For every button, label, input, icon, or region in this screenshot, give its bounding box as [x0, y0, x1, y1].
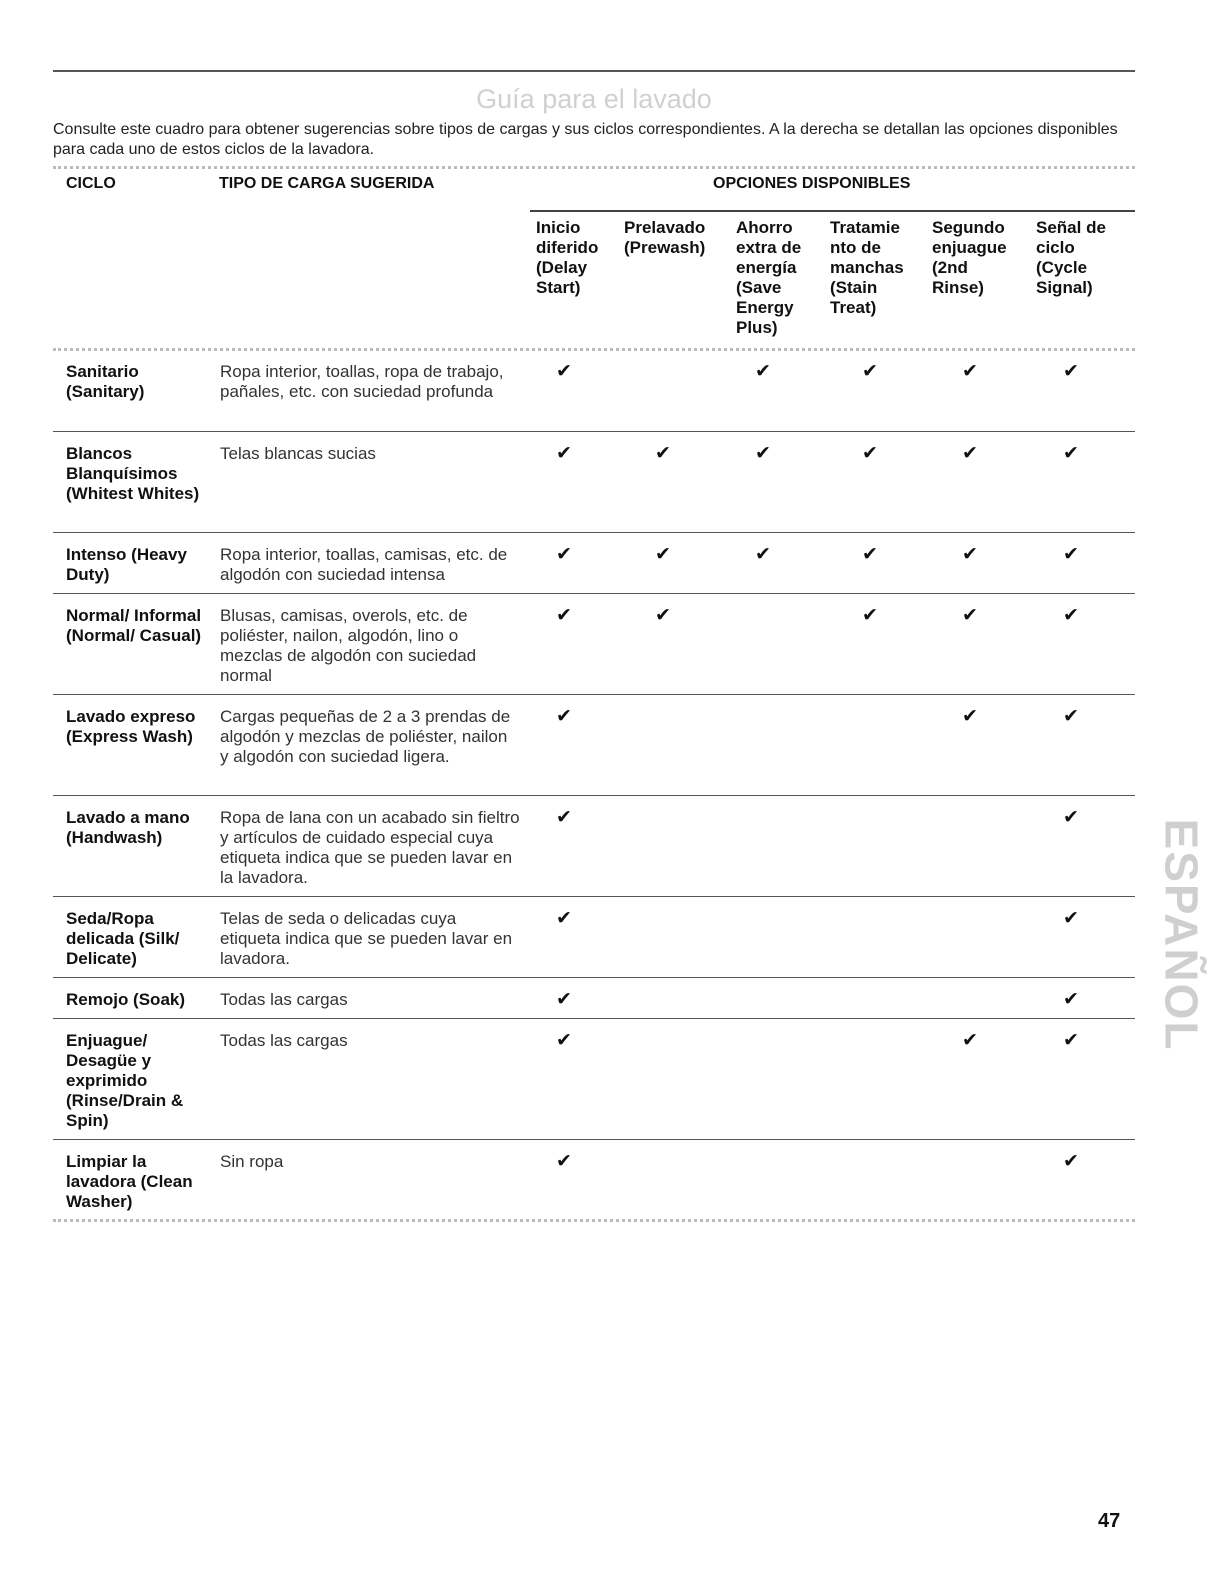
check-icon: ✔ [1063, 361, 1079, 382]
check-icon: ✔ [1063, 989, 1079, 1010]
check-icon: ✔ [655, 443, 671, 464]
check-icon: ✔ [556, 443, 572, 464]
check-icon: ✔ [962, 1030, 978, 1051]
suggested-load: Telas blancas sucias [220, 444, 376, 463]
option-header-save-energy-plus: Ahorro extra de energía (Save Energy Plus) [736, 218, 802, 337]
top-rule [53, 70, 1135, 72]
check-icon: ✔ [1063, 908, 1079, 929]
check-icon: ✔ [962, 706, 978, 727]
suggested-load: Blusas, camisas, overols, etc. de poliéster, nailon, algodón, lino o mezclas de algodón con suciedad normal [220, 606, 477, 685]
table-row [53, 977, 1135, 1019]
suggested-load: Telas de seda o delicadas cuya etiqueta indica que se pueden lavar en lavadora. [220, 909, 513, 968]
suggested-load: Todas las cargas [220, 1031, 348, 1050]
cycle-name: Seda/Ropa delicada (Silk/ Delicate) [66, 909, 180, 968]
check-icon: ✔ [1063, 1030, 1079, 1051]
table-row [53, 532, 1135, 594]
intro-text: Consulte este cuadro para obtener sugerencias sobre tipos de cargas y sus ciclos correspondientes. A la derecha se detallan las opciones disponibles para cada uno de estos ciclos de la lavadora. [53, 121, 1118, 158]
suggested-load: Todas las cargas [220, 990, 348, 1009]
check-icon: ✔ [1063, 544, 1079, 565]
suggested-load: Ropa de lana con un acabado sin fieltro y artículos de cuidado especial cuya etiqueta indica que se pueden lavar en la lavadora. [220, 808, 520, 887]
cycle-name: Enjuague/ Desagüe y exprimido (Rinse/Drain & Spin) [66, 1031, 184, 1130]
check-icon: ✔ [862, 443, 878, 464]
table-bottom-dotted-rule [53, 1219, 1135, 1222]
check-icon: ✔ [1063, 1151, 1079, 1172]
cycle-name: Normal/ Informal (Normal/ Casual) [66, 606, 202, 645]
check-icon: ✔ [556, 361, 572, 382]
check-icon: ✔ [556, 544, 572, 565]
header-options: OPCIONES DISPONIBLES [713, 175, 911, 192]
check-icon: ✔ [962, 443, 978, 464]
cycle-name: Sanitario (Sanitary) [66, 362, 145, 401]
table-row [53, 593, 1135, 695]
check-icon: ✔ [556, 605, 572, 626]
language-tab [1151, 815, 1211, 1055]
check-icon: ✔ [1063, 443, 1079, 464]
check-icon: ✔ [755, 544, 771, 565]
check-icon: ✔ [556, 1030, 572, 1051]
check-icon: ✔ [1063, 605, 1079, 626]
header-dotted-rule [53, 166, 1135, 169]
check-icon: ✔ [1063, 807, 1079, 828]
check-icon: ✔ [962, 605, 978, 626]
check-icon: ✔ [755, 443, 771, 464]
check-icon: ✔ [556, 706, 572, 727]
check-icon: ✔ [1063, 706, 1079, 727]
suggested-load: Ropa interior, toallas, ropa de trabajo, pañales, etc. con suciedad profunda [220, 362, 504, 401]
option-header-cycle-signal: Señal de ciclo (Cycle Signal) [1036, 218, 1106, 297]
table-row [53, 795, 1135, 897]
suggested-load: Ropa interior, toallas, camisas, etc. de algodón con suciedad intensa [220, 545, 508, 584]
cycle-name: Intenso (Heavy Duty) [66, 545, 187, 584]
table-row [53, 431, 1135, 533]
check-icon: ✔ [862, 361, 878, 382]
cycle-name: Lavado expreso (Express Wash) [66, 707, 196, 746]
cycle-name: Limpiar la lavadora (Clean Washer) [66, 1152, 193, 1211]
language-tab-label: ESPAÑOL [1155, 818, 1208, 1052]
cycle-name: Lavado a mano (Handwash) [66, 808, 190, 847]
table-row [53, 1018, 1135, 1140]
check-icon: ✔ [755, 361, 771, 382]
option-header-delay-start: Inicio diferido (Delay Start) [536, 218, 599, 297]
check-icon: ✔ [556, 1151, 572, 1172]
check-icon: ✔ [556, 908, 572, 929]
suggested-load: Sin ropa [220, 1152, 284, 1171]
options-rule [530, 210, 1135, 212]
check-icon: ✔ [862, 605, 878, 626]
cycle-name: Blancos Blanquísimos (Whitest Whites) [66, 444, 200, 503]
check-icon: ✔ [556, 807, 572, 828]
option-header-prewash: Prelavado (Prewash) [624, 218, 706, 257]
table-row [53, 896, 1135, 978]
check-icon: ✔ [962, 544, 978, 565]
check-icon: ✔ [556, 989, 572, 1010]
check-icon: ✔ [655, 605, 671, 626]
option-header-2nd-rinse: Segundo enjuague (2nd Rinse) [932, 218, 1007, 297]
option-header-stain-treat: Tratamie nto de manchas (Stain Treat) [830, 218, 904, 317]
table-row [53, 1139, 1135, 1220]
check-icon: ✔ [962, 361, 978, 382]
page-title: Guía para el lavado [476, 84, 712, 114]
check-icon: ✔ [655, 544, 671, 565]
page-number: 47 [1098, 1510, 1121, 1532]
check-icon: ✔ [862, 544, 878, 565]
header-load-type: TIPO DE CARGA SUGERIDA [219, 175, 435, 192]
table-row [53, 350, 1135, 431]
table-row [53, 694, 1135, 796]
cycle-name: Remojo (Soak) [66, 990, 186, 1009]
header-cycle: CICLO [66, 175, 116, 192]
suggested-load: Cargas pequeñas de 2 a 3 prendas de algodón y mezclas de poliéster, nailon y algodón con suciedad ligera. [220, 707, 511, 766]
